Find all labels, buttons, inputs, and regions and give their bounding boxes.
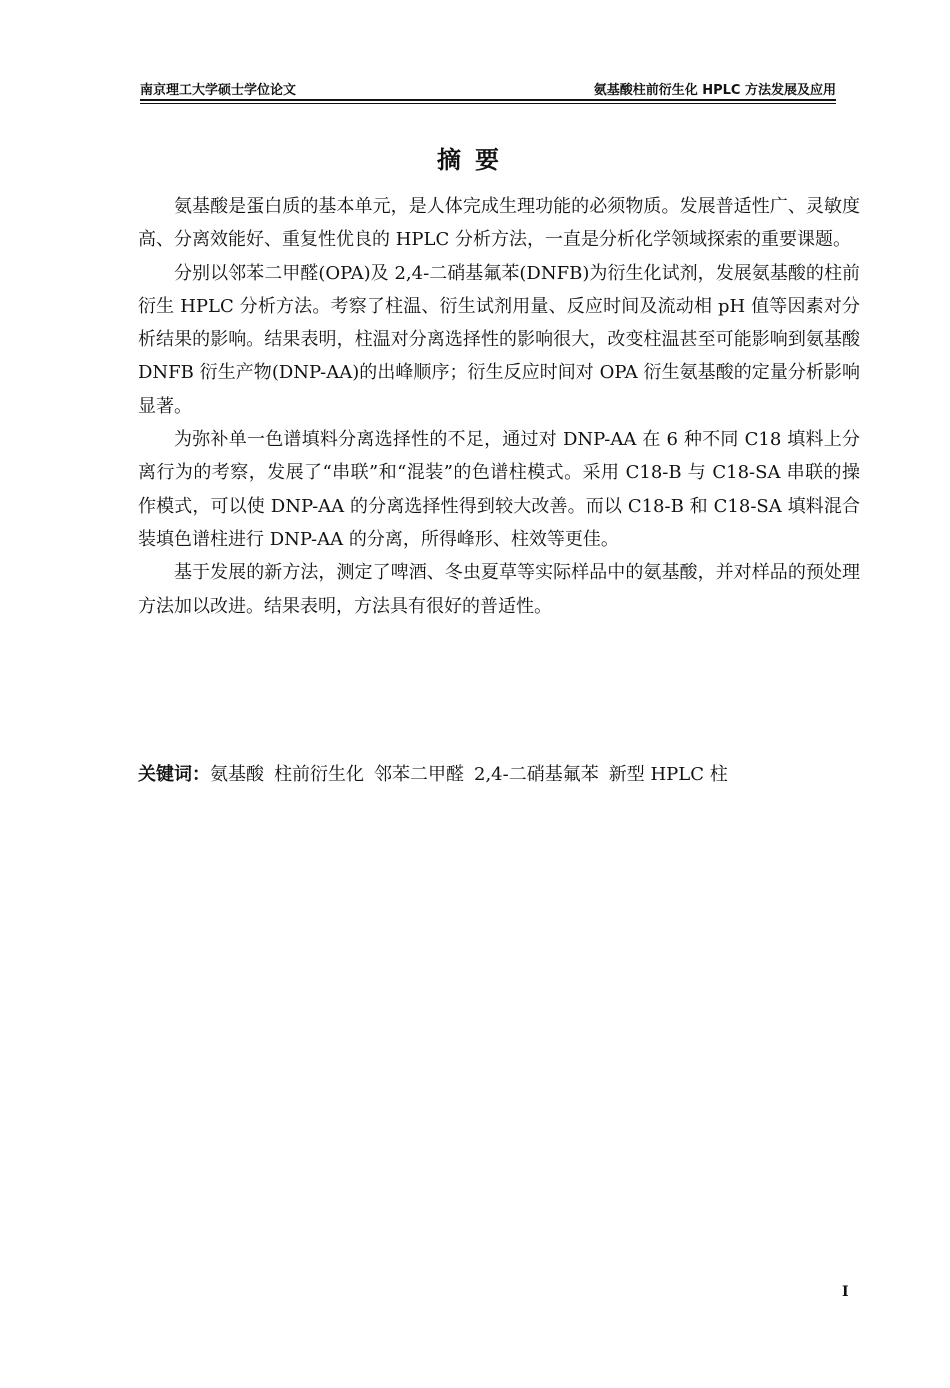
keyword: 邻苯二甲醛	[374, 764, 464, 785]
header-university: 南京理工大学硕士学位论文	[140, 83, 297, 98]
header-rule-thin	[140, 103, 836, 104]
keyword: 氨基酸	[210, 764, 264, 785]
abstract-title: 摘要	[437, 146, 513, 174]
abstract-paragraph: 为弥补单一色谱填料分离选择性的不足，通过对 DNP-AA 在 6 种不同 C18 填料上分离行为的考察，发展了“串联”和“混装”的色谱柱模式。采用 C18-B 与 C18-SA 串联的操作模式，可以使 DNP-AA 的分离选择性得到较大改善。而以 C18-B 和 C18-SA 填料混合装填色谱柱进行 DNP-AA 的分离，所得峰形、柱效等更佳。	[138, 429, 860, 550]
page-number: I	[842, 1284, 849, 1300]
running-header	[140, 74, 836, 98]
abstract-body	[138, 190, 860, 623]
abstract-paragraph: 分别以邻苯二甲醛(OPA)及 2,4-二硝基氟苯(DNFB)为衍生化试剂，发展氨基酸的柱前衍生 HPLC 分析方法。考察了柱温、衍生试剂用量、反应时间及流动相 pH 值等因素对分析结果的影响。结果表明，柱温对分离选择性的影响很大，改变柱温甚至可能影响到氨基酸 DNFB 衍生产物(DNP-AA)的出峰顺序；衍生反应时间对 OPA 衍生氨基酸的定量分析影响显著。	[138, 262, 860, 417]
header-thesis-title: 氨基酸柱前衍生化 HPLC 方法发展及应用	[593, 83, 836, 98]
keywords-line	[138, 762, 860, 788]
header-rule	[140, 99, 836, 101]
keywords-label: 关键词：	[138, 764, 210, 785]
keyword: 柱前衍生化	[274, 764, 364, 785]
keyword: 2,4-二硝基氟苯	[474, 764, 599, 785]
keyword: 新型 HPLC 柱	[608, 764, 728, 785]
abstract-paragraph: 氨基酸是蛋白质的基本单元，是人体完成生理功能的必须物质。发展普适性广、灵敏度高、分离效能好、重复性优良的 HPLC 分析方法，一直是分析化学领域探索的重要课题。	[138, 196, 860, 251]
abstract-paragraph: 基于发展的新方法，测定了啤酒、冬虫夏草等实际样品中的氨基酸，并对样品的预处理方法加以改进。结果表明，方法具有很好的普适性。	[138, 562, 860, 617]
